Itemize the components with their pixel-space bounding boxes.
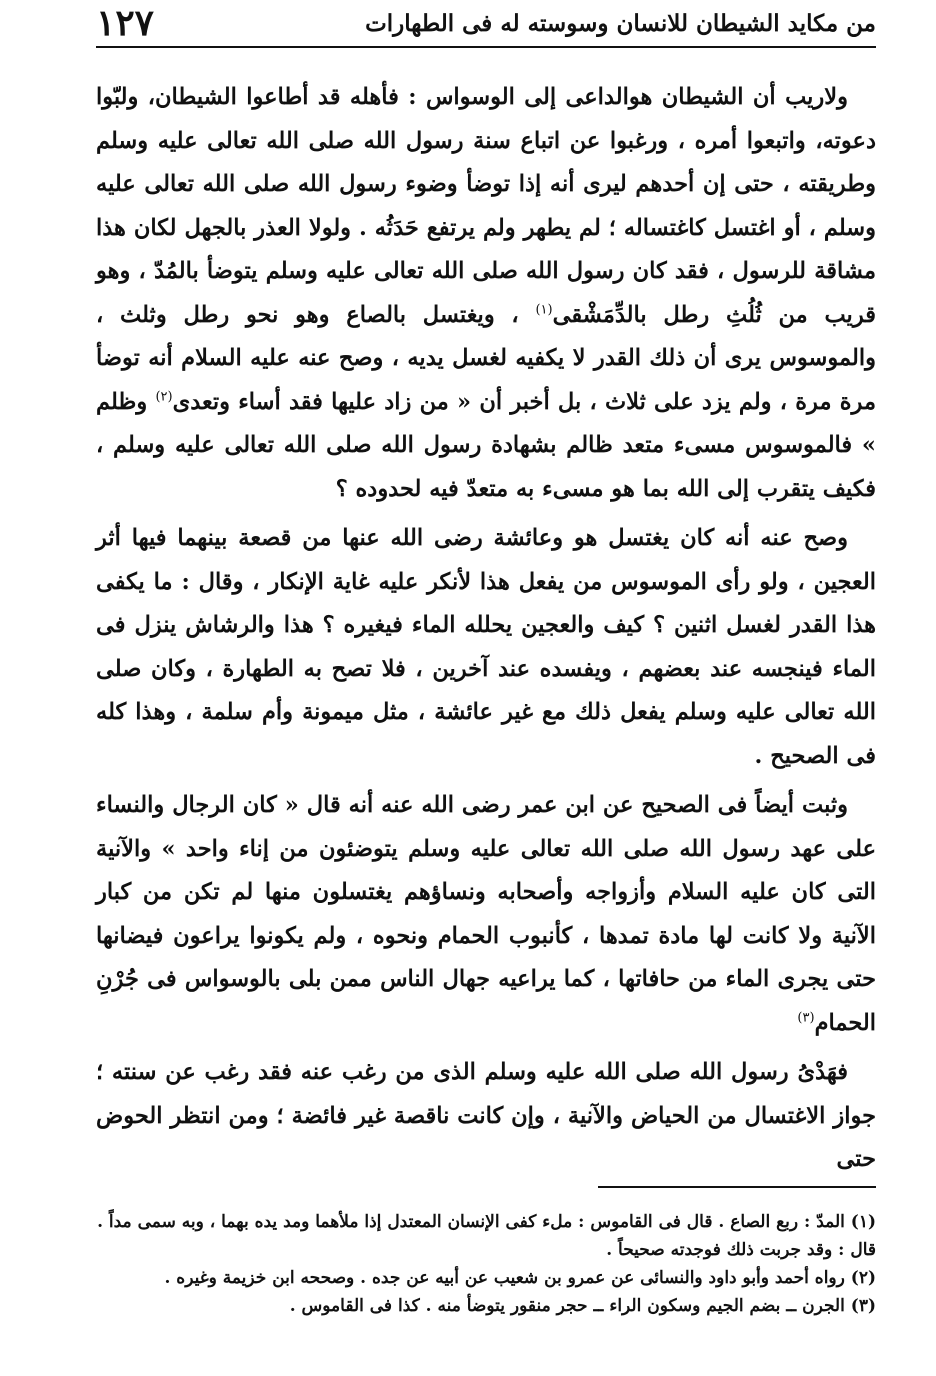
running-header xyxy=(96,0,876,48)
paragraph-text: وظلم » فالموسوس مسىء متعد ظالم بشهادة رسول الله صلى الله تعالى عليه وسلم ، فكيف يتقرب إلى الله بما هو مسىء به متعدّ فيه لحدوده ؟ xyxy=(96,388,876,502)
paragraph-text: ولاريب أن الشيطان هوالداعى إلى الوسواس : فأهله قد أطاعوا الشيطان، ولبّوا دعوته، واتبعوا أمره ، ورغبوا عن اتباع سنة رسول الله صلى الله تعالى عليه وسلم وطريقته ، حتى إن أحدهم ليرى أنه إذا توضأ وضوء رسول الله صلى الله تعالى عليه وسلم ، أو اغتسل كاغتساله ؛ لم يطهر ولم يرتفع حَدَثُه . ولولا العذر بالجهل لكان هذا مشاقة للرسول ، فقد كان رسول الله صلى الله تعالى عليه وسلم يتوضأ بالمُدّ ، وهو قريب من ثُلُثِ رطل بالدِّمَشْقى xyxy=(96,84,876,328)
paragraph-text: وثبت أيضاً فى الصحيح عن ابن عمر رضى الله عنه أنه قال « كان الرجال والنساء على عهد رسول الله صلى الله تعالى عليه وسلم يتوضئون من إناء واحد » والآنية التى كان عليه السلام وأزواجه وأصحابه ونساؤهم يغتسلون منها لم تكن من كبار الآنية ولا كانت لها مادة تمدها ، كأنبوب الحمام ونحوه ، ولم يكونوا يراعون فيضانها حتى يجرى الماء من حافاتها ، كما يراعيه جهال الناس ممن بلى بالوسواس فى جُرْنِ الحمام xyxy=(96,792,876,1036)
page-number: ١٢٧ xyxy=(96,2,155,44)
footnote-ref: (٢) xyxy=(155,389,173,404)
footnote: (١) المدّ : ربع الصاع . قال فى القاموس : ملء كفى الإنسان المعتدل إذا ملأهما ومد يده بهما ، وبه سمى مداً . قال : وقد جربت ذلك فوجدته صحيحاً . xyxy=(97,1212,876,1260)
paragraph xyxy=(96,76,876,511)
paragraph-text: ، ويغتسل بالصاع وهو نحو رطل وثلث ، والموسوس يرى أن ذلك القدر لا يكفيه لغسل يديه ، وصح عنه عليه السلام أنه توضأ مرة مرة ، ولم يزد على ثلاث ، بل أخبر أن « من زاد عليها فقد أساء وتعدى xyxy=(96,301,876,415)
main-text xyxy=(96,76,876,1182)
footnote-divider xyxy=(598,1186,876,1188)
footnotes xyxy=(96,1208,876,1320)
footnote-ref: (١) xyxy=(535,302,553,317)
footnote-ref: (٣) xyxy=(797,1010,815,1025)
paragraph: فهَدْىُ رسول الله صلى الله عليه وسلم الذى من رغب عنه فقد رغب عن سنته ؛ جواز الاغتسال من الحياض والآنية ، وإن كانت ناقصة غير فائضة ؛ ومن انتظر الحوض حتى xyxy=(96,1059,876,1172)
running-title: من مكايد الشيطان للانسان وسوسته له فى الطهارات xyxy=(365,9,876,37)
paragraph: وصح عنه أنه كان يغتسل هو وعائشة رضى الله عنها من قصعة بينهما فيها أثر العجين ، ولو رأى الموسوس من يفعل هذا لأنكر عليه غاية الإنكار ، وقال : ما يكفى هذا القدر لغسل اثنين ؟ كيف والعجين يحلله الماء فيغيره ؟ هذا والرشاش ينزل فى الماء فينجسه عند بعضهم ، ويفسده عند آخرين ، فلا تصح به الطهارة ، وكان صلى الله تعالى عليه وسلم يفعل ذلك مع غير عائشة ، مثل ميمونة وأم سلمة ، وهذا كله فى الصحيح . xyxy=(96,525,876,769)
paragraph xyxy=(96,784,876,1045)
footnote: (٣) الجرن ــ بضم الجيم وسكون الراء ــ حجر منقور يتوضأ منه . كذا فى القاموس . xyxy=(289,1296,876,1316)
footnote: (٢) رواه أحمد وأبو داود والنسائى عن عمرو بن شعيب عن أبيه عن جده . وصححه ابن خزيمة وغيره . xyxy=(164,1268,876,1288)
